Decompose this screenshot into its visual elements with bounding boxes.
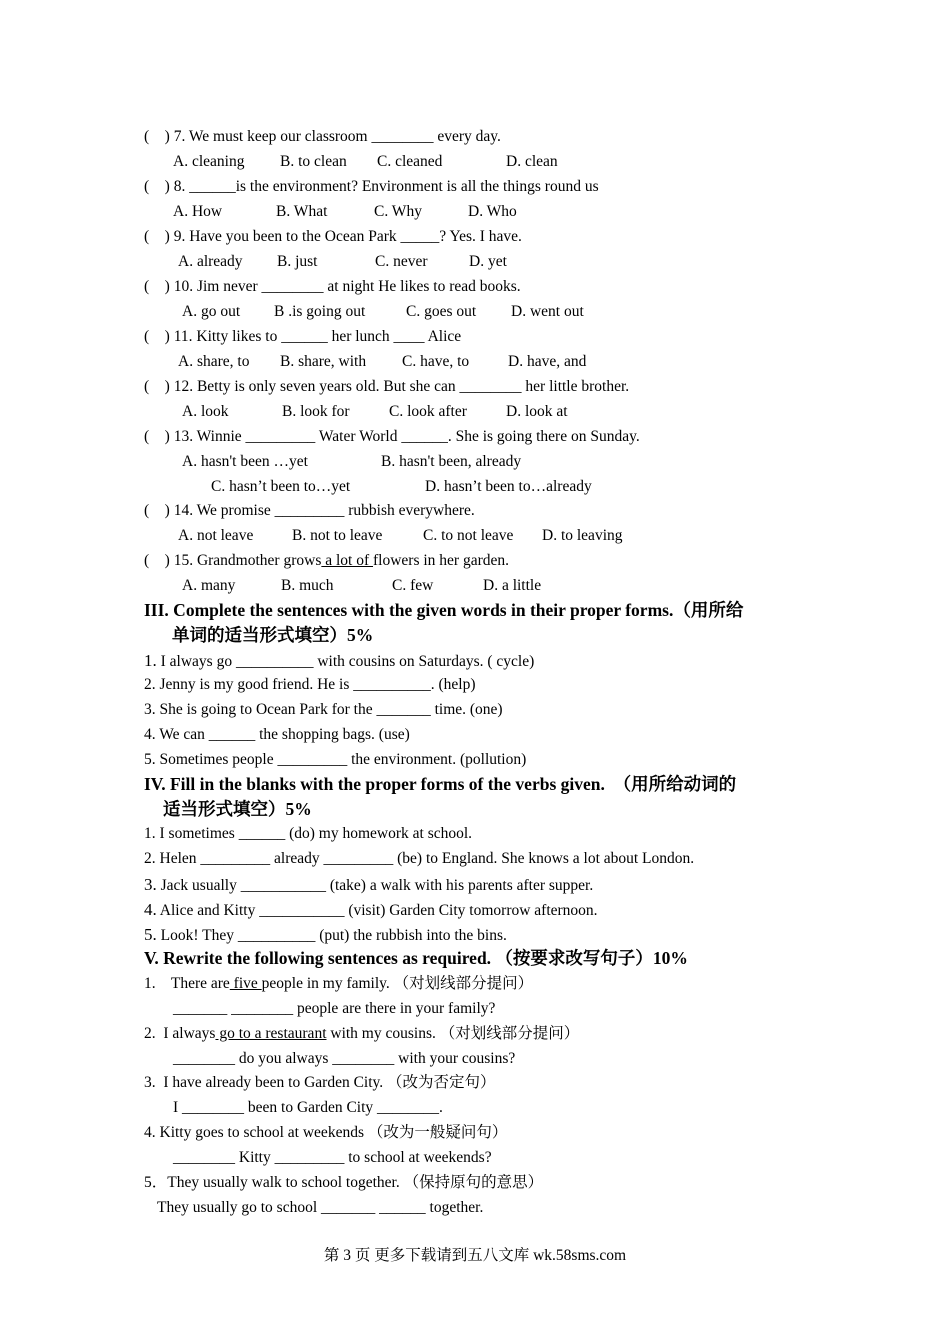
q7-option-b: B. to clean bbox=[280, 153, 347, 170]
q15-option-c: C. few bbox=[392, 577, 434, 594]
page-footer: 第 3 页 更多下载请到五八文库 wk.58sms.com bbox=[323, 1247, 627, 1264]
sec4-item-3: 3. Jack usually ___________ (take) a walk with his parents after supper. bbox=[144, 875, 594, 894]
q14-option-c: C. to not leave bbox=[423, 527, 514, 544]
q8-option-a: A. How bbox=[173, 203, 223, 220]
q15-underlined-phrase: a lot of bbox=[321, 552, 374, 569]
q14-option-b: B. not to leave bbox=[292, 527, 383, 544]
sec5-question-1: 1. There are five people in my family. （对划线部分提问） bbox=[144, 975, 534, 992]
question-10: ( ) 10. Jim never ________ at night He likes to read books. bbox=[144, 278, 521, 295]
section-3-title-line-1: III. Complete the sentences with the given words in their proper forms.（用所给 bbox=[144, 600, 744, 620]
sec3-item-5: 5. Sometimes people _________ the environment. (pollution) bbox=[144, 751, 527, 768]
q15-option-d: D. a little bbox=[483, 577, 542, 594]
sec5-q1-underlined: five bbox=[229, 975, 262, 992]
q8-option-b: B. What bbox=[276, 203, 328, 220]
sec5-answer-4: ________ Kitty _________ to school at weekends? bbox=[173, 1149, 492, 1166]
sec5-question-2: 2. I always go to a restaurant with my cousins. （对划线部分提问） bbox=[144, 1025, 580, 1042]
q9-option-b: B. just bbox=[277, 253, 318, 270]
section-4-title-line-1: IV. Fill in the blanks with the proper forms of the verbs given. （用所给动词的 bbox=[144, 774, 737, 794]
q15-option-a: A. many bbox=[182, 577, 236, 594]
sec5-question-3: 3. I have already been to Garden City. （改为否定句） bbox=[144, 1074, 496, 1091]
sec5-answer-2: ________ do you always ________ with your cousins? bbox=[173, 1050, 516, 1067]
section-4-title-line-2: 适当形式填空）5% bbox=[163, 799, 312, 819]
question-8: ( ) 8. ______is the environment? Environment is all the things round us bbox=[144, 178, 599, 195]
question-11: ( ) 11. Kitty likes to ______ her lunch ____ Alice bbox=[144, 328, 462, 345]
q15-stem-start: ( ) 15. Grandmother grows bbox=[144, 552, 322, 569]
sec5-question-5: 5．They usually walk to school together. （保持原句的意思） bbox=[144, 1174, 544, 1191]
sec5-answer-3: I ________ been to Garden City ________. bbox=[173, 1099, 443, 1116]
q15-stem-end: flowers in her garden. bbox=[373, 552, 510, 569]
question-7: ( ) 7. We must keep our classroom ________ every day. bbox=[144, 128, 501, 145]
question-9: ( ) 9. Have you been to the Ocean Park _____? Yes. I have. bbox=[144, 228, 522, 245]
q11-option-c: C. have, to bbox=[402, 353, 470, 370]
sec3-item-1: 1. I always go __________ with cousins on Saturdays. ( cycle) bbox=[144, 651, 535, 670]
q12-option-d: D. look at bbox=[506, 403, 568, 420]
q12-option-b: B. look for bbox=[282, 403, 350, 420]
q13-option-d: D. hasn’t been to…already bbox=[425, 478, 592, 495]
sec5-answer-5: They usually go to school _______ ______ together. bbox=[157, 1199, 484, 1216]
sec4-item-1: 1. I sometimes ______ (do) my homework at school. bbox=[144, 825, 473, 842]
question-13: ( ) 13. Winnie _________ Water World ______. She is going there on Sunday. bbox=[144, 428, 640, 445]
q13-option-c: C. hasn’t been to…yet bbox=[211, 478, 351, 495]
q8-option-c: C. Why bbox=[374, 203, 422, 220]
q10-option-c: C. goes out bbox=[406, 303, 477, 320]
sec5-q2-underlined: go to a restaurant bbox=[215, 1025, 327, 1042]
q7-option-c: C. cleaned bbox=[377, 153, 443, 170]
sec4-item-2: 2. Helen _________ already _________ (be) to England. She knows a lot about London. bbox=[144, 850, 695, 867]
sec3-item-2: 2. Jenny is my good friend. He is __________. (help) bbox=[144, 676, 476, 693]
q11-option-b: B. share, with bbox=[280, 353, 367, 370]
q12-option-a: A. look bbox=[182, 403, 229, 420]
q14-option-d: D. to leaving bbox=[542, 527, 623, 544]
sec3-item-4: 4. We can ______ the shopping bags. (use) bbox=[144, 726, 410, 743]
q9-option-d: D. yet bbox=[469, 253, 507, 270]
sec4-item-4: 4. Alice and Kitty ___________ (visit) Garden City tomorrow afternoon. bbox=[144, 900, 598, 919]
q13-option-b: B. hasn't been, already bbox=[381, 453, 522, 470]
question-14: ( ) 14. We promise _________ rubbish everywhere. bbox=[144, 502, 475, 519]
q11-option-d: D. have, and bbox=[508, 353, 587, 370]
q7-option-a: A. cleaning bbox=[173, 153, 245, 170]
q9-option-a: A. already bbox=[178, 253, 243, 270]
q10-option-d: D. went out bbox=[511, 303, 584, 320]
sec5-answer-1: _______ ________ people are there in your family? bbox=[173, 1000, 496, 1017]
section-3-title-line-2: 单词的适当形式填空）5% bbox=[172, 625, 374, 645]
q13-option-a: A. hasn't been …yet bbox=[182, 453, 308, 470]
q14-option-a: A. not leave bbox=[178, 527, 254, 544]
question-12: ( ) 12. Betty is only seven years old. But she can ________ her little brother. bbox=[144, 378, 630, 395]
sec3-item-3: 3. She is going to Ocean Park for the _______ time. (one) bbox=[144, 701, 503, 718]
q15-option-b: B. much bbox=[281, 577, 334, 594]
sec5-question-4: 4. Kitty goes to school at weekends （改为一般疑问句） bbox=[144, 1124, 508, 1141]
q10-option-b: B .is going out bbox=[274, 303, 366, 320]
q12-option-c: C. look after bbox=[389, 403, 467, 420]
section-5-title: V. Rewrite the following sentences as required. （按要求改写句子）10% bbox=[144, 948, 688, 968]
q9-option-c: C. never bbox=[375, 253, 428, 270]
q7-option-d: D. clean bbox=[506, 153, 558, 170]
q11-option-a: A. share, to bbox=[178, 353, 250, 370]
question-15 bbox=[144, 551, 509, 571]
sec4-item-5: 5. Look! They __________ (put) the rubbish into the bins. bbox=[144, 925, 507, 944]
q10-option-a: A. go out bbox=[182, 303, 241, 320]
q8-option-d: D. Who bbox=[468, 203, 517, 220]
